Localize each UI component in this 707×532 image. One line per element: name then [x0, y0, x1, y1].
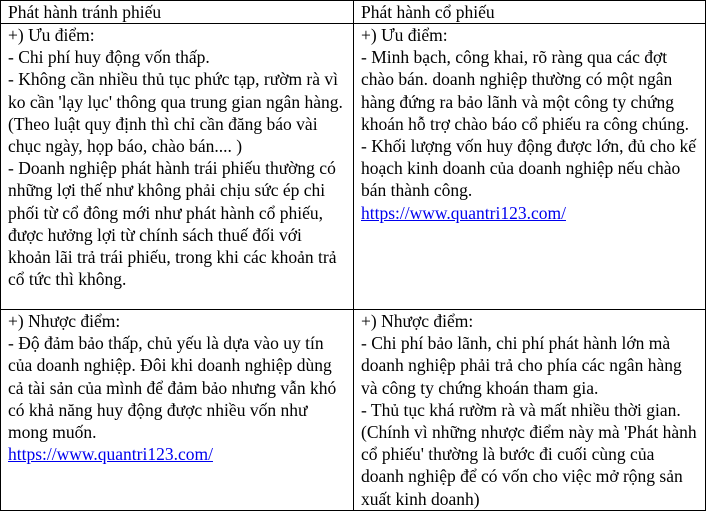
stocks-cons-item: - Chi phí bảo lãnh, chi phí phát hành lớn mà doanh nghiệp phải trả cho phía các ngân hàng và công ty chứng khoán tham gia. [361, 333, 682, 398]
stocks-pros-item: - Khối lượng vốn huy động được lớn, đủ cho kế hoạch kinh doanh của doanh nghiệp nếu chào bán thành công. [361, 136, 696, 201]
bonds-pros-item: - Không cần nhiều thủ tục phức tạp, rườm rà vì ko cần 'lạy lục' thông qua trung gian ngân hàng. (Theo luật quy định thì chỉ cần đăng báo vài chục ngày, họp báo, chào bán.... ) [8, 69, 343, 157]
bonds-cons-item: - Độ đảm bảo thấp, chủ yếu là dựa vào uy tín của doanh nghiệp. Đôi khi doanh nghiệp dùng cả tài sản của mình để đảm bảo nhưng vẫn khó có khả năng huy động được nhiều vốn như mong muốn. [8, 333, 337, 443]
cons-row [1, 310, 706, 511]
header-bonds: Phát hành tránh phiếu [1, 1, 354, 24]
bonds-cons-link[interactable]: https://www.quantri123.com/ [8, 444, 213, 465]
header-row [1, 1, 706, 24]
stocks-pros-cell [354, 24, 706, 310]
bonds-pros-cell [1, 24, 354, 310]
bonds-pros-item: - Doanh nghiệp phát hành trái phiếu thường có những lợi thế như không phải chịu sức ép chi phối từ cổ đông mới như phát hành cổ phiếu, được hưởng lợi từ chính sách thuế đối với khoản lãi trả trái phiếu, trong khi các khoản trả cổ tức thì không. [8, 158, 337, 290]
stocks-cons-cell [354, 310, 706, 511]
pros-row [1, 24, 706, 310]
stocks-cons-item: - Thủ tục khá rườm rà và mất nhiều thời gian.(Chính vì những nhược điểm này mà 'Phát hành cổ phiếu' thường là bước đi cuối cùng của doanh nghiệp để có vốn cho việc mở rộng sản xuất kinh doanh) [361, 399, 697, 509]
bonds-cons-cell [1, 310, 354, 511]
stocks-cons-title: +) Nhược điểm: [361, 311, 474, 331]
header-stocks: Phát hành cổ phiếu [354, 1, 706, 24]
stocks-pros-title: +) Ưu điểm: [361, 25, 448, 45]
bonds-cons-title: +) Nhược điểm: [8, 311, 121, 331]
bonds-pros-title: +) Ưu điểm: [8, 25, 95, 45]
stocks-pros-item: - Minh bạch, công khai, rõ ràng qua các đợt chào bán. doanh nghiệp thường có một ngân hàng đứng ra bảo lãnh và một công ty chứng khoán hỗ trợ chào báo cổ phiếu ra công chúng. [361, 47, 690, 134]
bonds-pros-item: - Chi phí huy động vốn thấp. [8, 47, 210, 68]
stocks-pros-link[interactable]: https://www.quantri123.com/ [361, 202, 566, 223]
